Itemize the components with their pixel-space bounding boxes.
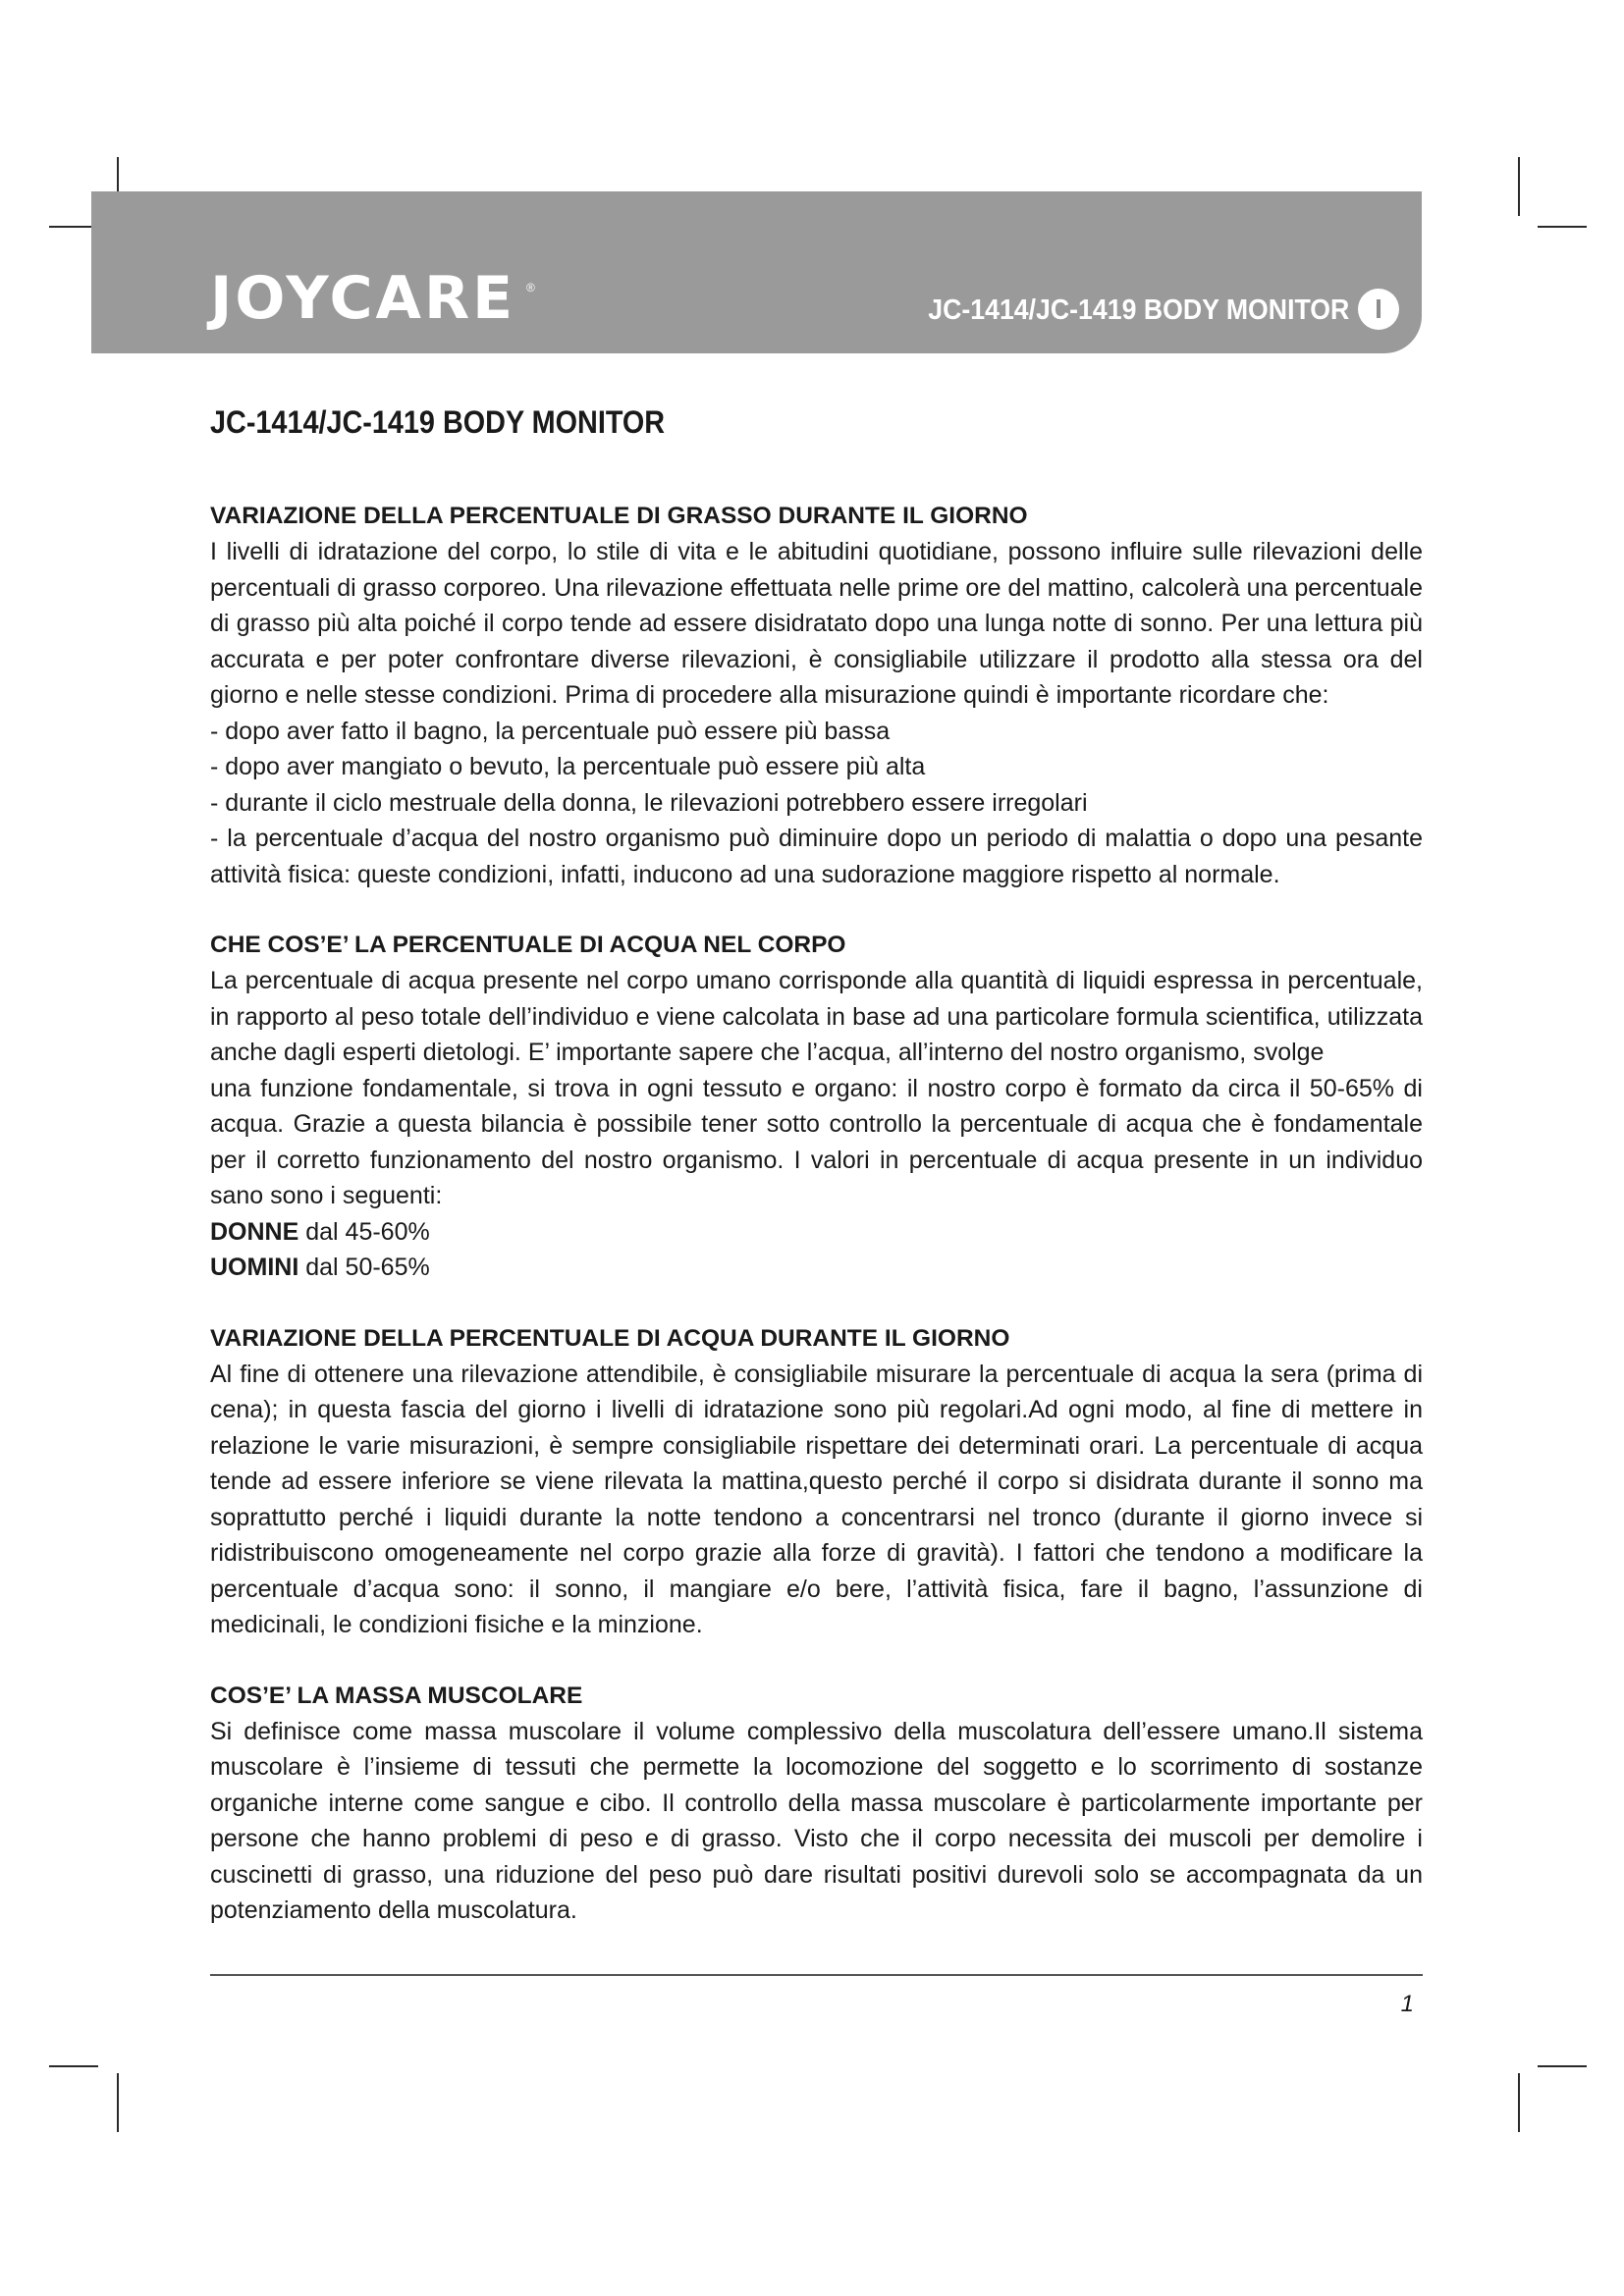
page-number: 1 bbox=[1400, 1991, 1414, 2017]
men-value: dal 50-65% bbox=[298, 1254, 430, 1281]
language-badge: I bbox=[1358, 289, 1399, 330]
section-title: CHE COS’E’ LA PERCENTUALE DI ACQUA NEL CORPO bbox=[210, 932, 846, 958]
crop-mark bbox=[1538, 226, 1587, 228]
section-title: VARIAZIONE DELLA PERCENTUALE DI GRASSO DURANTE IL GIORNO bbox=[210, 503, 1028, 529]
section-paragraph: I livelli di idratazione del corpo, lo stile di vita e le abitudini quotidiane, possono influire sulle rilevazioni delle percentuali di grasso corporeo. Una rilevazione effettuata nelle prime ore del mattino, calcolerà una percentuale di grasso più alta poiché il corpo tende ad essere disidratato dopo una lunga notte di sonno. Per una lettura più accurata e per poter confrontare diverse rilevazioni, è consigliabile utilizzare il prodotto alla stessa ora del giorno e nelle stesse condizioni. Prima di procedere alla misurazione quindi è importante ricordare che: bbox=[210, 538, 1423, 709]
section-paragraph: Al fine di ottenere una rilevazione attendibile, è consigliabile misurare la percentuale di acqua la sera (prima di cena); in questa fascia del giorno i livelli di idratazione sono più regolari.Ad ogni modo, al fine di mettere in relazione le varie misurazioni, è sempre consigliabile rispettare dei determinati orari. La percentuale di acqua tende ad essere inferiore se viene rilevata la mattina,questo perché il corpo si disidrata durante il sonno ma soprattutto perché i liquidi durante la notte tendono a concentrarsi nel tronco (durante il giorno invece si ridistribuiscono omogeneamente nel corpo grazie alla forze di gravità). I fattori che tendono a modificare la percentuale d’acqua sono: il sonno, il mangiare e/o bere, l’attività fisica, fare il bagno, l’assunzione di medicinali, le condizioni fisiche e la minzione. bbox=[210, 1360, 1423, 1638]
women-range bbox=[210, 1214, 1423, 1251]
section-muscle-mass bbox=[210, 1679, 1423, 1929]
list-item: - dopo aver mangiato o bevuto, la percentuale può essere più alta bbox=[210, 753, 926, 780]
brand-logo: JOYCARE bbox=[210, 264, 516, 333]
men-label: UOMINI bbox=[210, 1254, 299, 1281]
list-item: - la percentuale d’acqua del nostro organismo può diminuire dopo un periodo di malattia o dopo una pesante attività fisica: queste condizioni, infatti, inducono ad una sudorazione maggiore rispetto al normale. bbox=[210, 825, 1423, 888]
crop-mark bbox=[1538, 2065, 1587, 2067]
footer-rule bbox=[210, 1974, 1423, 1976]
section-fat-variation bbox=[210, 499, 1423, 892]
document-title: JC-1414/JC-1419 BODY MONITOR bbox=[210, 404, 666, 440]
crop-mark bbox=[117, 2073, 119, 2132]
header-title: JC-1414/JC-1419 BODY MONITOR bbox=[927, 294, 1349, 326]
section-title: COS’E’ LA MASSA MUSCOLARE bbox=[210, 1682, 583, 1709]
list-item: - durante il ciclo mestruale della donna, le rilevazioni potrebbero essere irregolari bbox=[210, 788, 1088, 817]
list-item: - dopo aver fatto il bagno, la percentuale può essere più bassa bbox=[210, 717, 891, 745]
section-water-percentage bbox=[210, 928, 1423, 1286]
section-paragraph: La percentuale di acqua presente nel corpo umano corrisponde alla quantità di liquidi espressa in percentuale, in rapporto al peso totale dell’individuo e viene calcolata in base ad una particolare formula scientifica, utilizzata anche dagli esperti dietologi. E’ importante sapere che l’acqua, all’interno del nostro organismo, svolge bbox=[210, 967, 1423, 1066]
registered-mark: ® bbox=[526, 281, 535, 294]
section-title: VARIAZIONE DELLA PERCENTUALE DI ACQUA DURANTE IL GIORNO bbox=[210, 1324, 1010, 1352]
women-value: dal 45-60% bbox=[298, 1217, 430, 1246]
women-label: DONNE bbox=[210, 1217, 299, 1246]
crop-mark bbox=[49, 2065, 98, 2067]
crop-mark bbox=[1518, 2073, 1520, 2132]
men-range bbox=[210, 1250, 1423, 1286]
crop-mark bbox=[1518, 157, 1520, 216]
section-water-variation bbox=[210, 1321, 1423, 1643]
section-paragraph: una funzione fondamentale, si trova in ogni tessuto e organo: il nostro corpo è formato da circa il 50-65% di acqua. Grazie a questa bilancia è possibile tener sotto controllo la percentuale di acqua che è fondamentale per il corretto funzionamento del nostro organismo. I valori in percentuale di acqua presente in un individuo sano sono i seguenti: bbox=[210, 1074, 1423, 1209]
document-body bbox=[210, 402, 1423, 1964]
section-paragraph: Si definisce come massa muscolare il volume complessivo della muscolatura dell’essere umano.Il sistema muscolare è l’insieme di tessuti che permette la locomozione del soggetto e lo scorrimento di sostanze organiche interne come sangue e cibo. Il controllo della massa muscolare è particolarmente importante per persone che hanno problemi di peso e di grasso. Visto che il corpo necessita dei muscoli per demolire i cuscinetti di grasso, una riduzione del peso può dare risultati positivi durevoli solo se accompagnata da un potenziamento della muscolatura. bbox=[210, 1717, 1423, 1924]
